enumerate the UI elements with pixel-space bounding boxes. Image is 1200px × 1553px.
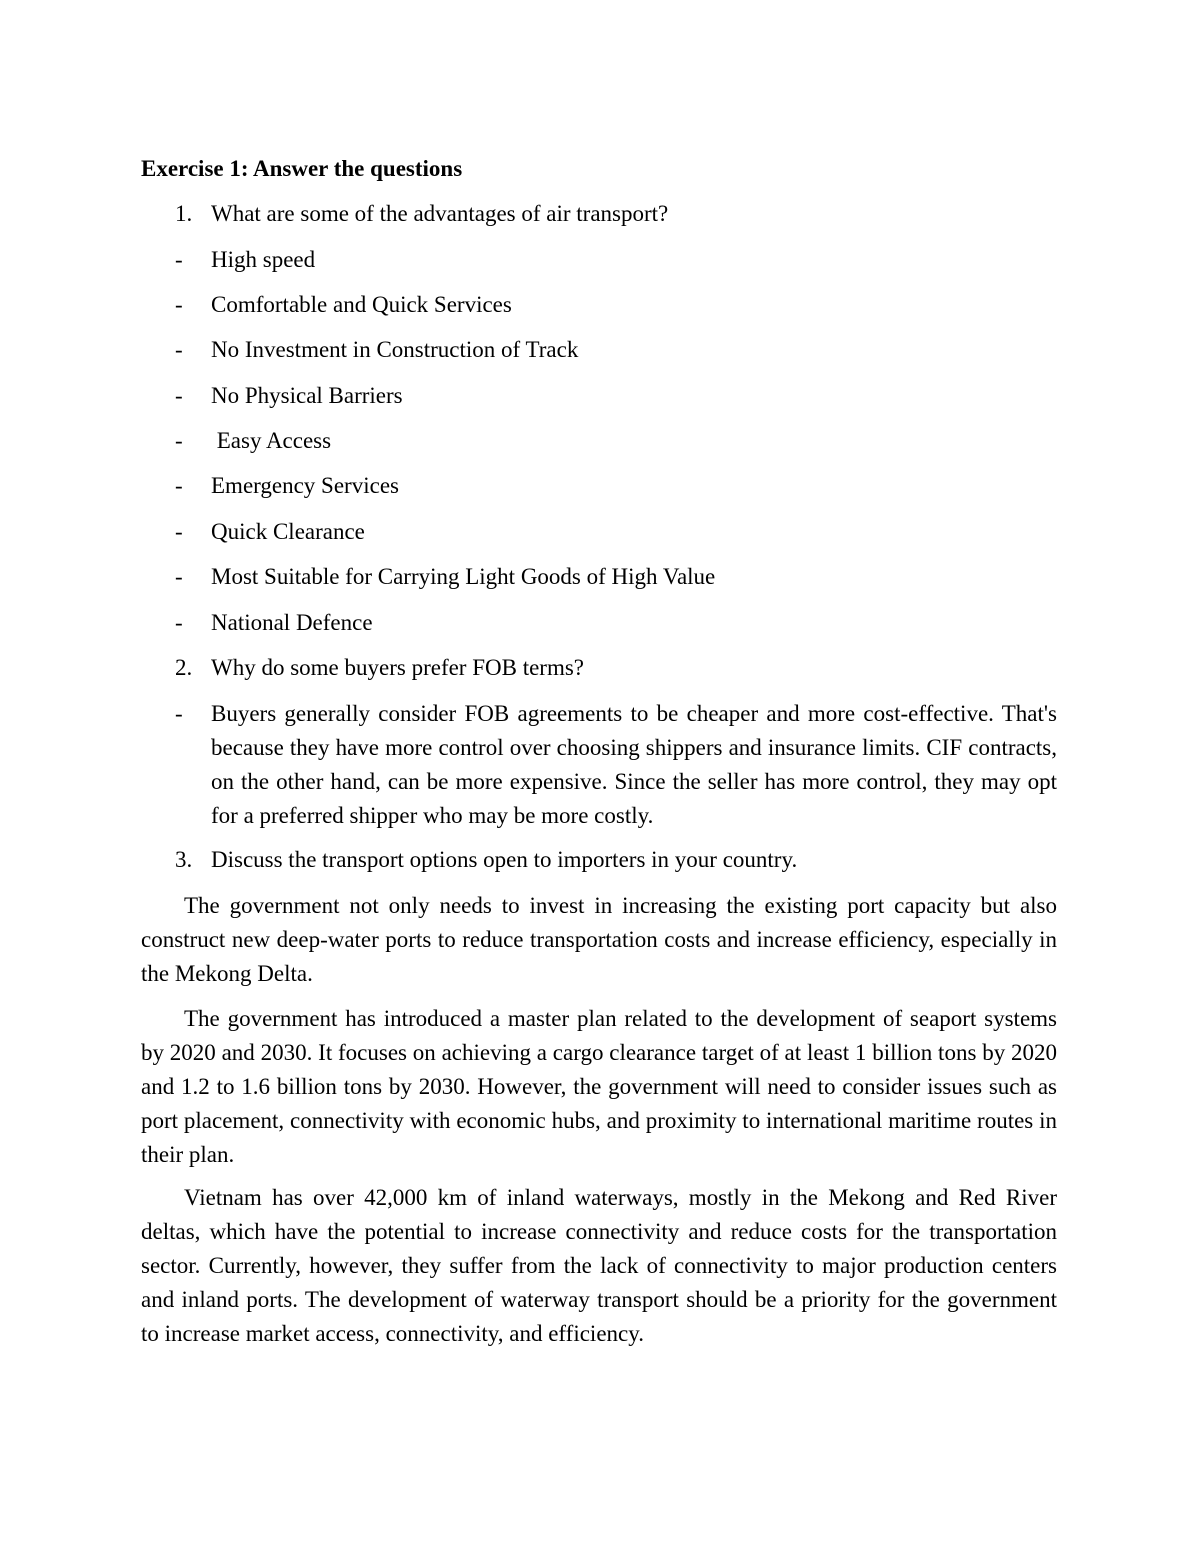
q3-number: 3.	[175, 847, 193, 872]
bullet-marker: -	[175, 383, 183, 408]
q2-answer: Buyers generally consider FOB agreements to be cheaper and more cost-effective. That's because they have more control over choosing shippers and insurance limits. CIF contracts, on the other hand, can be more expensive. Since the seller has more control, they may opt for a preferred shipper who may be more costly.	[211, 701, 1057, 828]
bullet-marker: -	[175, 701, 183, 726]
bullet-marker: -	[175, 564, 183, 589]
bullet-marker: -	[175, 292, 183, 317]
q3-question: Discuss the transport options open to importers in your country.	[211, 847, 798, 872]
bullet-marker: -	[175, 473, 183, 498]
q1-answer-item: High speed	[211, 247, 316, 272]
q1-answer-item: No Investment in Construction of Track	[211, 337, 579, 362]
q1-answer-item: Quick Clearance	[211, 519, 365, 544]
exercise-title: Exercise 1: Answer the questions	[141, 156, 463, 181]
bullet-marker: -	[175, 247, 183, 272]
bullet-marker: -	[175, 610, 183, 635]
bullet-marker: -	[175, 337, 183, 362]
q3-paragraph: The government not only needs to invest in increasing the existing port capacity but also construct new deep-water ports to reduce transportation costs and increase efficiency, especially in the Mekong Delta.	[141, 893, 1057, 986]
q1-number: 1.	[175, 201, 193, 226]
q2-number: 2.	[175, 655, 193, 680]
q2-question: Why do some buyers prefer FOB terms?	[211, 655, 585, 680]
bullet-marker: -	[175, 519, 183, 544]
q1-answer-item: Easy Access	[211, 428, 332, 453]
bullet-marker: -	[175, 428, 183, 453]
q1-answer-item: Comfortable and Quick Services	[211, 292, 512, 317]
q1-answer-item: National Defence	[211, 610, 373, 635]
q1-answer-item: No Physical Barriers	[211, 383, 403, 408]
q1-answer-item: Most Suitable for Carrying Light Goods of High Value	[211, 564, 716, 589]
q1-answer-item: Emergency Services	[211, 473, 399, 498]
q1-question: What are some of the advantages of air transport?	[211, 201, 669, 226]
q3-paragraph: The government has introduced a master plan related to the development of seaport systems by 2020 and 2030. It focuses on achieving a cargo clearance target of at least 1 billion tons by 2020 and 1.2 to 1.6 billion tons by 2030. However, the government will need to consider issues such as port placement, connectivity with economic hubs, and proximity to international maritime routes in their plan.	[141, 1006, 1057, 1167]
q3-paragraph: Vietnam has over 42,000 km of inland waterways, mostly in the Mekong and Red River deltas, which have the potential to increase connectivity and reduce costs for the transportation sector. Currently, however, they suffer from the lack of connectivity to major production centers and inland ports. The development of waterway transport should be a priority for the government to increase market access, connectivity, and efficiency.	[141, 1185, 1057, 1346]
